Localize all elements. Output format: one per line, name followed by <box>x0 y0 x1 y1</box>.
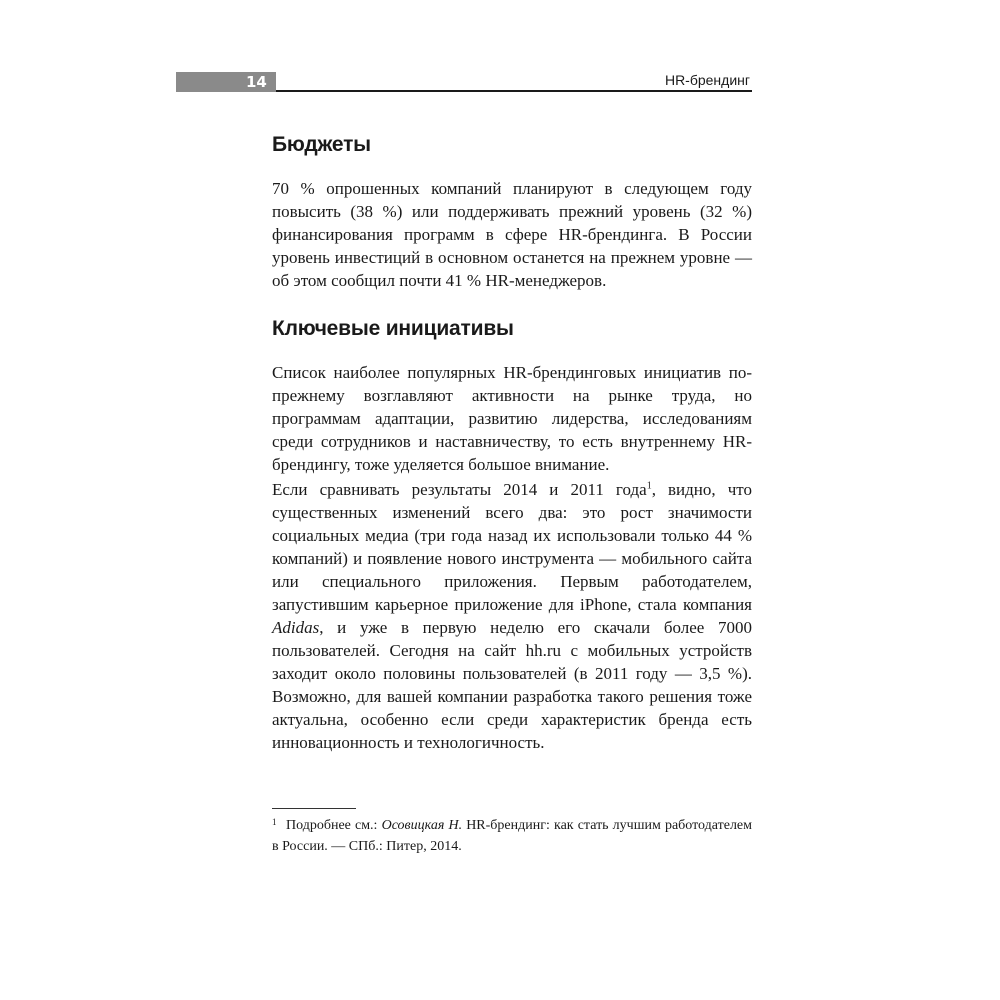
footnote-author: Осовицкая Н. <box>381 818 463 833</box>
running-title: HR-брендинг <box>664 72 750 88</box>
header-rule <box>276 90 752 92</box>
company-name: Adidas <box>272 618 320 637</box>
page-number: 14 <box>246 73 267 91</box>
footnote-mark: 1 <box>272 817 277 827</box>
footnote-rule <box>272 808 356 809</box>
section-heading: Бюджеты <box>272 133 371 156</box>
section-heading: Ключевые инициативы <box>272 317 514 340</box>
text-run: Если сравнивать результаты 2014 и 2011 года <box>272 480 647 499</box>
section-budgets <box>272 133 752 157</box>
footnote <box>272 815 752 857</box>
text-run: , видно, что существенных изменений всего два: это рост значимости социальных медиа (три года назад их использовали только 44 % компаний) и появление нового инструмента — мобильного сайта или специального приложения. Первым работодателем, запустившим карьерное приложение для iPhone, стала компания <box>272 480 752 614</box>
comparison-body <box>272 478 752 754</box>
budgets-body <box>272 177 752 292</box>
footnote-text: HR-брендинг: как стать лучшим работодателем в России. — СПб.: Питер, 2014. <box>272 818 753 854</box>
section-initiatives <box>272 317 752 341</box>
paragraph <box>272 478 752 754</box>
initiatives-body <box>272 361 752 476</box>
paragraph: 70 % опрошенных компаний планируют в следующем году повысить (38 %) или поддерживать прежний уровень (32 %) финансирования программ в сфере HR-брендинга. В России уровень инвестиций в основном останется на прежнем уровне — об этом сообщил почти 41 % HR-менеджеров. <box>272 179 752 290</box>
running-header <box>176 72 752 92</box>
footnote-reference[interactable]: 1 <box>646 480 652 492</box>
footnote-prefix: Подробнее см.: <box>286 818 382 833</box>
paragraph: Список наиболее популярных HR-брендинговых инициатив по-прежнему возглавляют активности на рынке труда, но программам адаптации, развитию лидерства, исследованиям среди сотрудников и наставничеству, то есть внутреннему HR-брендингу, тоже уделяется большое внимание. <box>272 363 752 474</box>
text-run: , и уже в первую неделю его скачали более 7000 пользователей. Сегодня на сайт hh.ru с мобильных устройств заходит около половины пользователей (в 2011 году — 3,5 %). Возможно, для вашей компании разработка такого решения тоже актуальна, особенно если среди характеристик бренда есть инновационность и технологичность. <box>272 618 752 752</box>
